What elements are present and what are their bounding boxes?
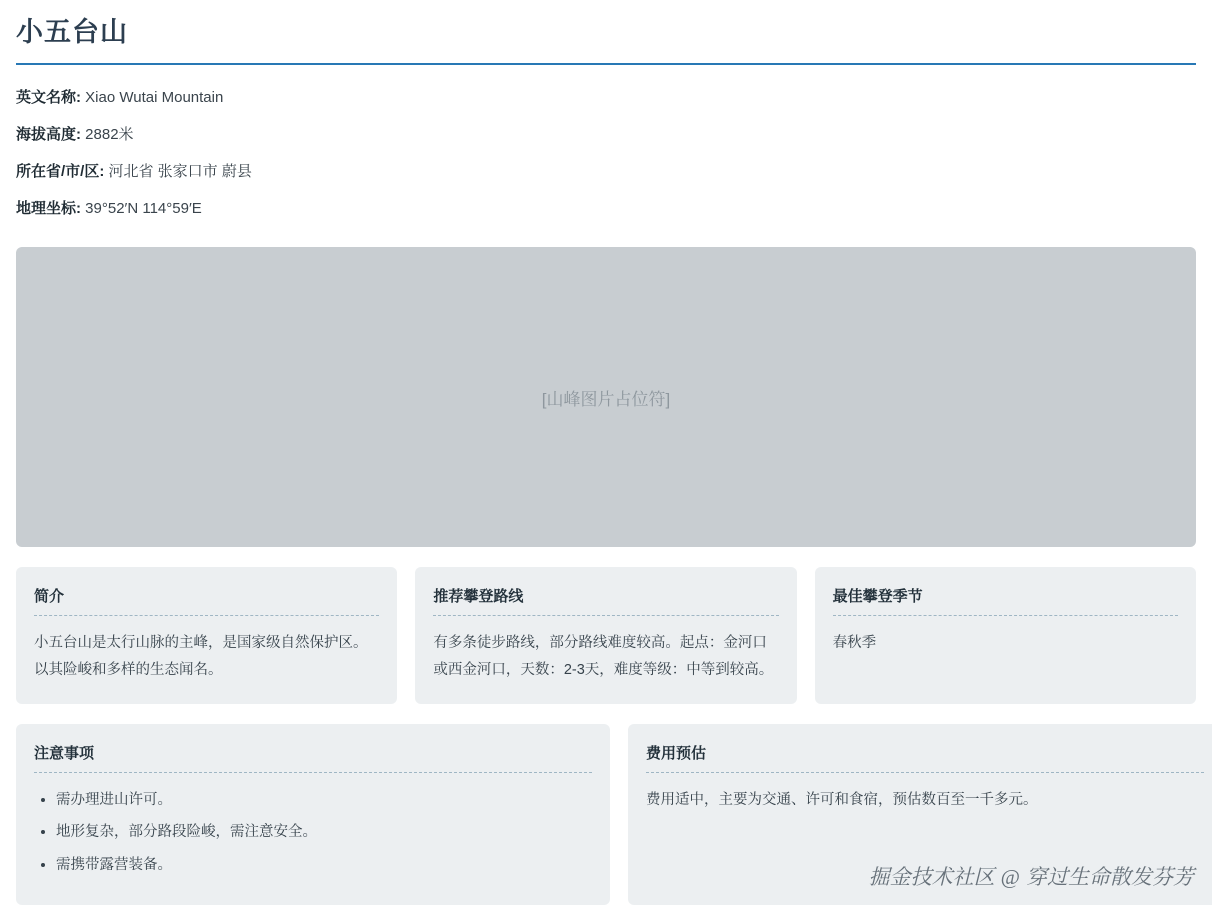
card-body: 小五台山是太行山脉的主峰，是国家级自然保护区。以其险峻和多样的生态闻名。 — [34, 635, 368, 678]
meta-row-english-name — [16, 79, 1196, 116]
card-precautions — [16, 724, 610, 905]
meta-row-elevation — [16, 116, 1196, 153]
meta-row-coordinates — [16, 190, 1196, 227]
watermark-at: @ — [1000, 865, 1020, 890]
precautions-list — [34, 787, 592, 879]
meta-value: 河北省 张家口市 蔚县 — [108, 163, 252, 180]
meta-value: 2882米 — [85, 126, 134, 143]
card-recommended-routes — [415, 567, 796, 704]
meta-label: 海拔高度: — [16, 126, 81, 143]
placeholder-label: [山峰图片占位符] — [541, 389, 671, 409]
card-body: 费用适中，主要为交通、许可和食宿，预估数百至一千多元。 — [646, 791, 1038, 808]
meta-label: 地理坐标: — [16, 200, 81, 217]
title-underline — [16, 63, 1196, 65]
meta-value: 39°52′N 114°59′E — [85, 200, 202, 217]
watermark-site: 掘金技术社区 — [868, 865, 995, 890]
card-body: 有多条徒步路线，部分路线难度较高。起点：金河口或西金河口，天数：2-3天，难度等级：中等到较高。 — [433, 635, 774, 678]
page-title: 小五台山 — [16, 17, 128, 47]
cards-row-top — [16, 567, 1196, 704]
mountain-image-placeholder — [16, 247, 1196, 547]
list-item: • 地形复杂，部分路段险峻，需注意安全。 — [56, 819, 592, 846]
card-title: 费用预估 — [646, 742, 1204, 773]
watermark-author: 穿过生命散发芬芳 — [1026, 865, 1194, 890]
list-item: • 需办理进山许可。 — [56, 787, 592, 814]
card-title: 简介 — [34, 585, 379, 616]
meta-label: 所在省/市/区: — [16, 163, 105, 180]
card-title: 推荐攀登路线 — [433, 585, 778, 616]
meta-row-location — [16, 153, 1196, 190]
meta-value: Xiao Wutai Mountain — [85, 89, 224, 106]
card-introduction — [16, 567, 397, 704]
card-body: 春秋季 — [832, 635, 877, 651]
card-body — [34, 787, 592, 879]
meta-label: 英文名称: — [16, 89, 81, 106]
card-title: 最佳攀登季节 — [833, 585, 1178, 616]
card-title: 注意事项 — [34, 742, 592, 773]
card-best-season — [815, 567, 1196, 704]
watermark — [869, 861, 1194, 891]
list-item: • 需携带露营装备。 — [56, 852, 592, 879]
